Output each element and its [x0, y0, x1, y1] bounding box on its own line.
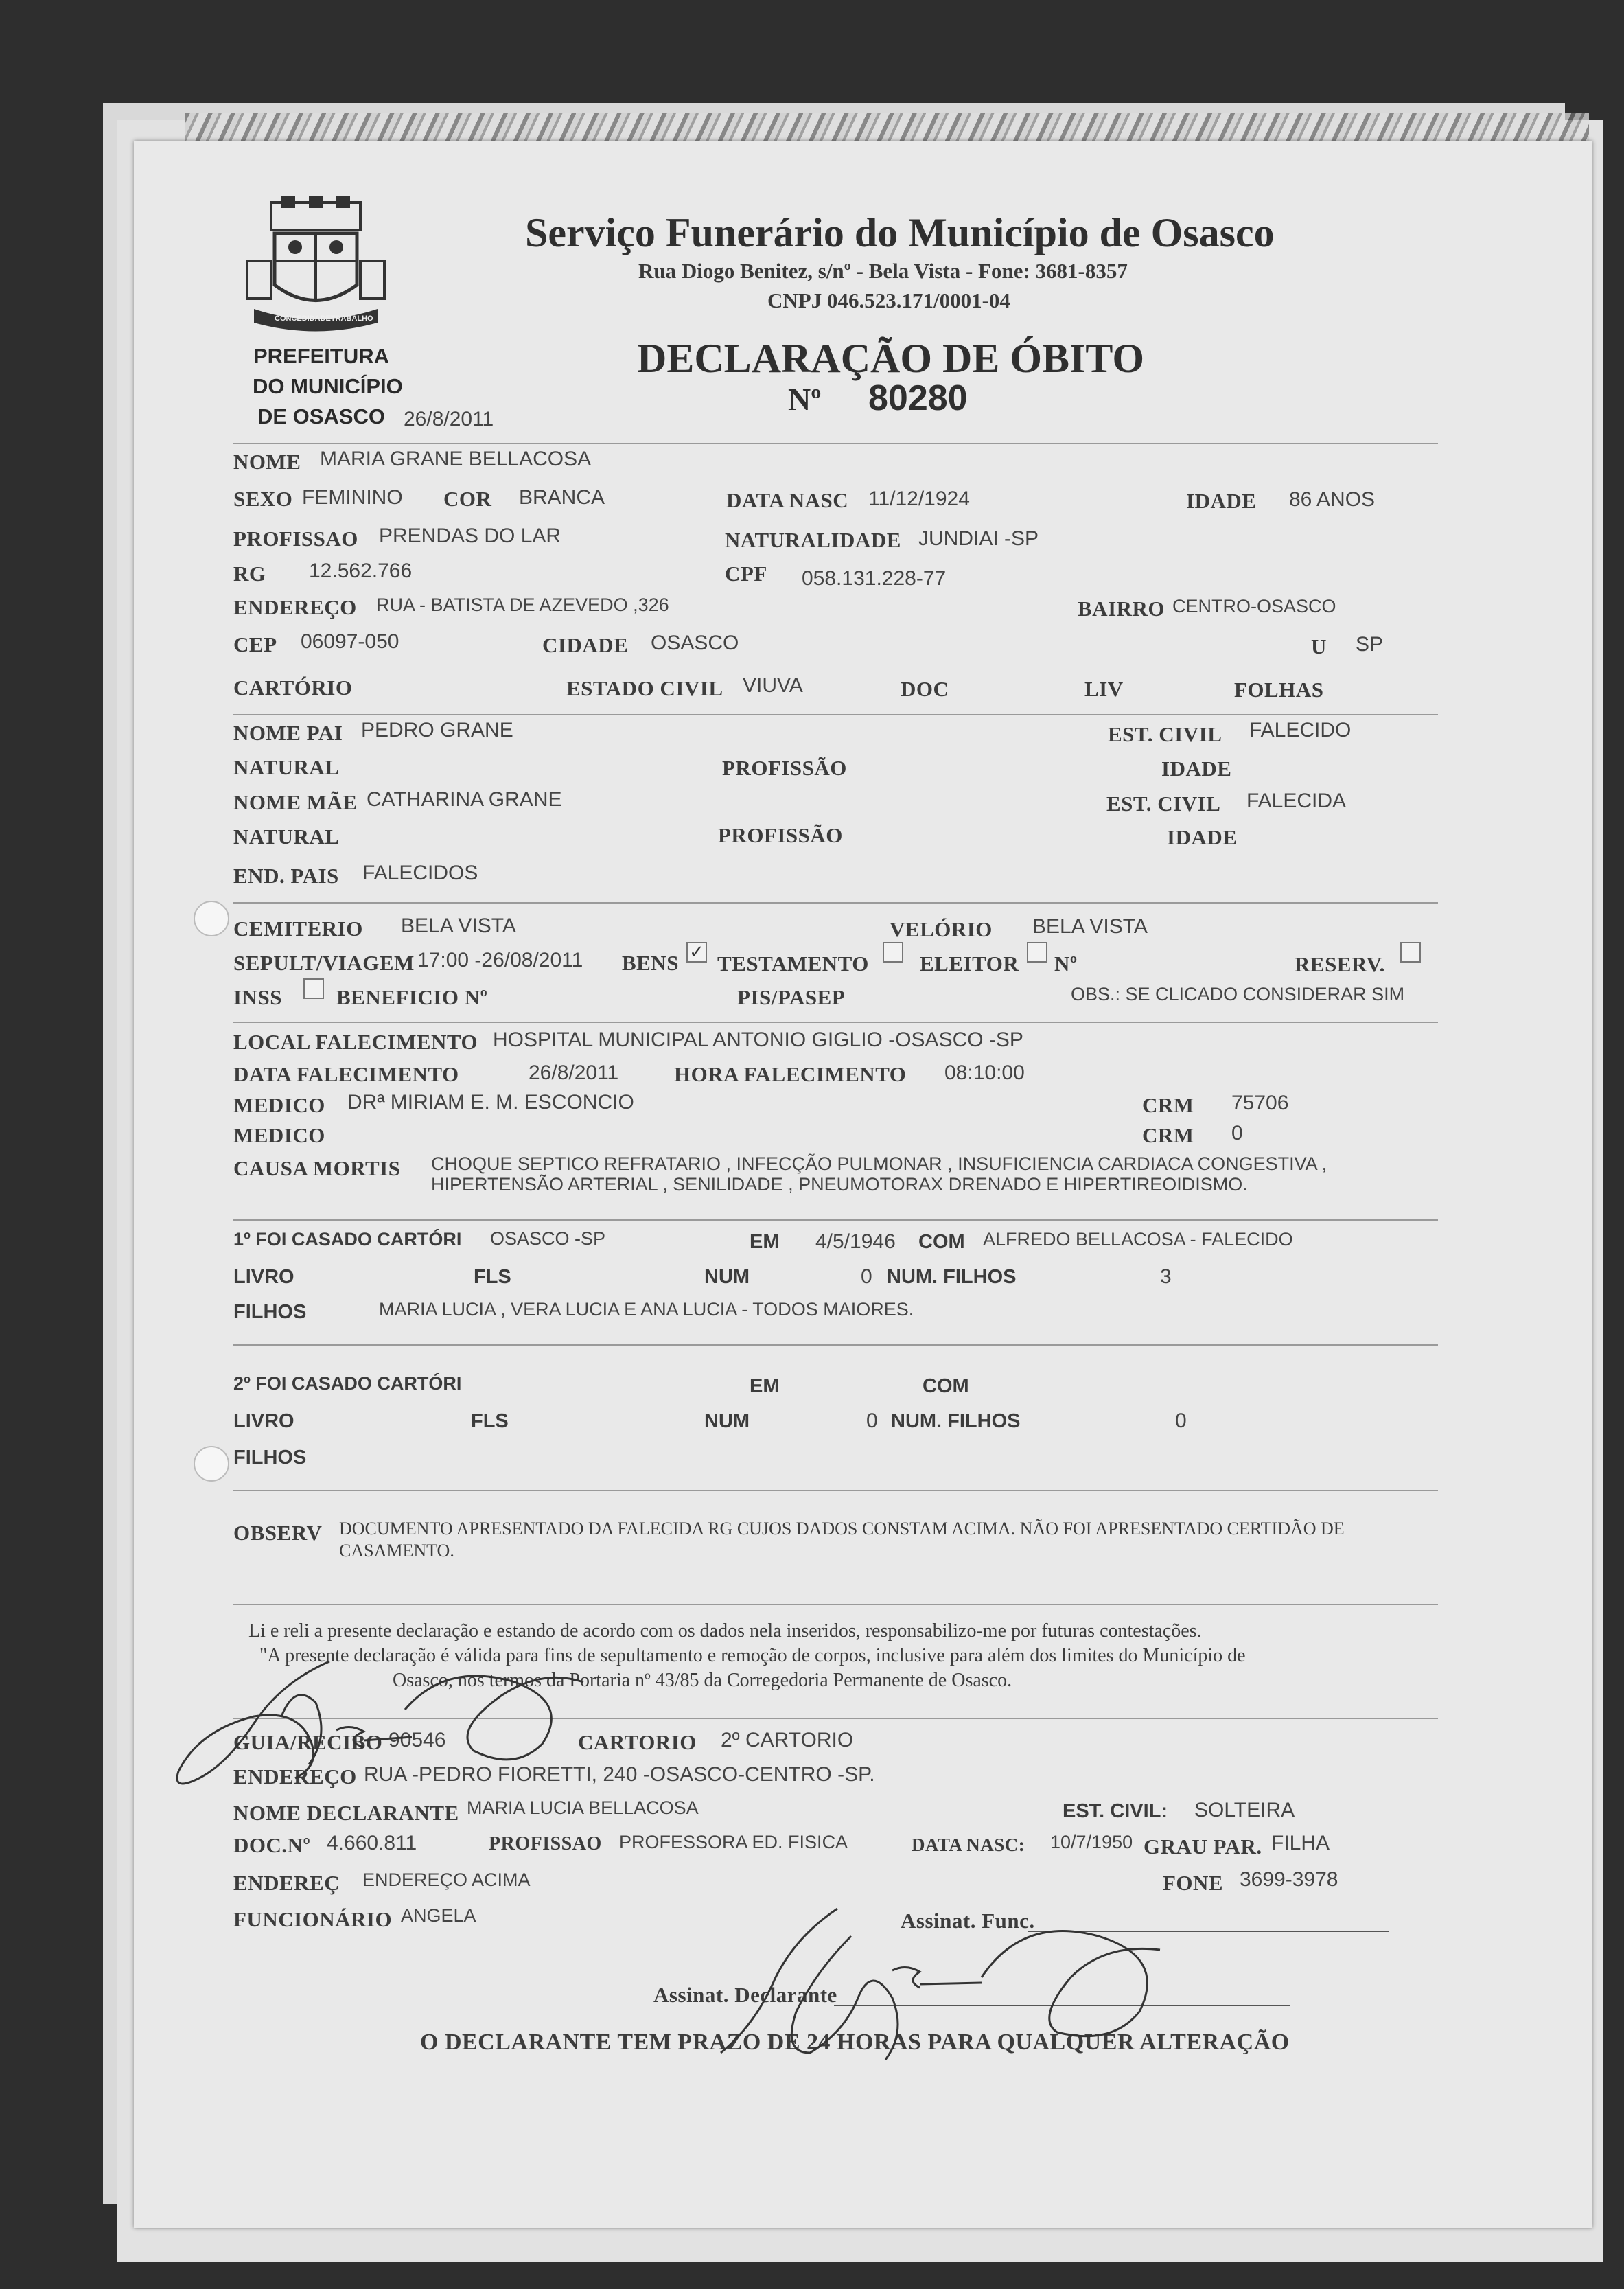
- rg-label: RG: [233, 562, 266, 586]
- seal-text: CONCEDIDADETRABALHO: [275, 314, 373, 323]
- marriage2-filhos-label: FILHOS: [233, 1447, 307, 1469]
- marriage1-em-label: EM: [750, 1231, 780, 1253]
- nome-pai-label: NOME PAI: [233, 721, 343, 745]
- marriage2-fls-label: FLS: [471, 1410, 509, 1432]
- uf-label: U: [1311, 634, 1327, 658]
- signature-top: [158, 1620, 680, 1799]
- bairro-label: BAIRRO: [1078, 597, 1165, 621]
- marriage1-com: ALFREDO BELLACOSA - FALECIDO: [983, 1229, 1293, 1250]
- local-falecimento-label: LOCAL FALECIMENTO: [233, 1030, 478, 1054]
- est-civil-pai-value: FALECIDO: [1249, 719, 1352, 741]
- testamento-label: TESTAMENTO: [717, 952, 869, 976]
- divider: [233, 1344, 1438, 1346]
- idade-mae-label: IDADE: [1167, 825, 1238, 849]
- prefeitura-line3: DE OSASCO: [257, 404, 386, 428]
- marriage2-livro-label: LIVRO: [233, 1410, 294, 1432]
- footer-notice: O DECLARANTE TEM PRAZO DE 24 HORAS PARA QUALQUER ALTERAÇÃO: [420, 2029, 1290, 2055]
- estado-civil-label: ESTADO CIVIL: [566, 676, 723, 700]
- endereco-value: RUA - BATISTA DE AZEVEDO ,326: [376, 595, 669, 615]
- declarant-fone-label: FONE: [1163, 1871, 1224, 1895]
- marriage1-fls-label: FLS: [474, 1266, 511, 1288]
- folhas-label: FOLHAS: [1234, 678, 1324, 702]
- divider: [233, 443, 1438, 444]
- marriage1-em: 4/5/1946: [815, 1230, 896, 1253]
- document-number: 80280: [868, 378, 968, 418]
- prefeitura-label: [253, 341, 403, 432]
- funcionario-value: ANGELA: [401, 1905, 476, 1926]
- observ-label: OBSERV: [233, 1521, 323, 1545]
- estado-civil-value: VIUVA: [743, 674, 803, 697]
- uf-value: SP: [1356, 633, 1384, 656]
- sepult-value: 17:00 -26/08/2011: [417, 949, 583, 971]
- hora-falecimento-value: 08:10:00: [944, 1061, 1025, 1084]
- cartorio-label: CARTÓRIO: [233, 676, 353, 700]
- declarant-endereco-label: ENDEREÇO: [233, 1764, 357, 1788]
- data-nasc-label: DATA NASC: [726, 488, 849, 512]
- idade-pai-label: IDADE: [1161, 757, 1232, 781]
- cemiterio-value: BELA VISTA: [401, 915, 516, 937]
- declarant-profissao-value: PROFESSORA ED. FISICA: [619, 1832, 848, 1852]
- declarant-est-civil-value: SOLTEIRA: [1194, 1799, 1295, 1821]
- declaration-line1: Li e reli a presente declaração e estando de acordo com os dados nela inseridos, responsabilizo-me por futuras contestações.: [248, 1620, 1202, 1642]
- issue-date: 26/8/2011: [404, 408, 494, 430]
- marriage2-num: 0: [866, 1410, 878, 1432]
- crm2-value: 0: [1231, 1122, 1243, 1144]
- endereco-label: ENDEREÇO: [233, 595, 357, 619]
- document-title: DECLARAÇÃO DE ÓBITO: [637, 336, 1145, 381]
- funcionario-label: FUNCIONÁRIO: [233, 1907, 393, 1931]
- marriage2-num-filhos: 0: [1175, 1410, 1187, 1432]
- cor-value: BRANCA: [519, 486, 605, 509]
- declarant-endereco2-label: ENDEREÇ: [233, 1871, 340, 1895]
- nome-label: NOME: [233, 450, 301, 474]
- declarant-cartorio-label: CARTORIO: [578, 1730, 697, 1754]
- declaration-line3: Osasco, nos termos da Portaria nº 43/85 da Corregedoria Permanente de Osasco.: [393, 1670, 1012, 1691]
- reserv-checkbox[interactable]: [1400, 942, 1421, 963]
- hora-falecimento-label: HORA FALECIMENTO: [674, 1062, 907, 1086]
- end-pais-label: END. PAIS: [233, 864, 339, 888]
- causa-line1: CHOQUE SEPTICO REFRATARIO , INFECÇÃO PULMONAR , INSUFICIENCIA CARDIACA CONGESTIVA ,: [431, 1153, 1327, 1174]
- velorio-label: VELÓRIO: [890, 917, 993, 941]
- doc-label: DOC: [901, 677, 949, 701]
- data-falecimento-label: DATA FALECIMENTO: [233, 1062, 459, 1086]
- sepult-label: SEPULT/VIAGEM: [233, 951, 415, 975]
- punch-hole: [194, 1446, 229, 1482]
- assinat-declarante-label: Assinat. Declarante: [653, 1983, 837, 2007]
- cidade-label: CIDADE: [542, 633, 629, 657]
- institution-address: Rua Diogo Benitez, s/nº - Bela Vista - Fone: 3681-8357: [638, 259, 1128, 283]
- marriage2-label: 2º FOI CASADO CARTÓRI: [233, 1373, 462, 1394]
- medico1-label: MEDICO: [233, 1093, 325, 1117]
- declaration-line2: "A presente declaração é válida para fins de sepultamento e remoção de corpos, inclusive para além dos limites do Município de: [259, 1645, 1246, 1666]
- divider: [233, 902, 1438, 904]
- declarant-endereco2-value: ENDEREÇO ACIMA: [362, 1870, 531, 1890]
- marriage2-em-label: EM: [750, 1375, 780, 1397]
- declarant-est-civil-label: EST. CIVIL:: [1063, 1800, 1168, 1822]
- institution-title: Serviço Funerário do Município de Osasco: [525, 210, 1275, 255]
- marriage1-cartorio: OSASCO -SP: [490, 1228, 606, 1249]
- crm2-label: CRM: [1142, 1123, 1194, 1147]
- profissao-mae-label: PROFISSÃO: [718, 823, 843, 847]
- nome-pai-value: PEDRO GRANE: [361, 719, 513, 741]
- cep-value: 06097-050: [301, 630, 399, 653]
- cidade-value: OSASCO: [651, 632, 739, 654]
- cpf-value: 058.131.228-77: [802, 567, 947, 590]
- declarant-nome-value: MARIA LUCIA BELLACOSA: [467, 1797, 699, 1818]
- declarant-profissao-label: PROFISSAO: [489, 1833, 602, 1854]
- natural-mae-label: NATURAL: [233, 825, 340, 849]
- marriage1-num-label: NUM: [704, 1266, 750, 1288]
- sexo-value: FEMININO: [302, 486, 403, 509]
- idade-label: IDADE: [1186, 489, 1257, 513]
- eleitor-label: ELEITOR: [920, 952, 1019, 976]
- crm1-value: 75706: [1231, 1092, 1289, 1114]
- natural-pai-label: NATURAL: [233, 755, 340, 779]
- marriage1-filhos-label: FILHOS: [233, 1301, 307, 1323]
- declarant-data-nasc-value: 10/7/1950: [1050, 1832, 1133, 1852]
- sexo-label: SEXO: [233, 487, 293, 511]
- medico2-label: MEDICO: [233, 1123, 325, 1147]
- declarant-nome-label: NOME DECLARANTE: [233, 1801, 459, 1825]
- reserv-label: RESERV.: [1295, 952, 1385, 976]
- nome-mae-label: NOME MÃE: [233, 790, 358, 814]
- naturalidade-value: JUNDIAI -SP: [918, 527, 1039, 550]
- prefeitura-line1: PREFEITURA: [253, 344, 390, 368]
- inss-label: INSS: [233, 985, 282, 1009]
- nome-value: MARIA GRANE BELLACOSA: [320, 448, 592, 470]
- divider: [233, 714, 1438, 715]
- data-falecimento-value: 26/8/2011: [529, 1061, 619, 1084]
- marriage1-com-label: COM: [918, 1231, 965, 1253]
- declarant-grau-value: FILHA: [1271, 1832, 1330, 1854]
- marriage2-num-label: NUM: [704, 1410, 750, 1432]
- est-civil-pai-label: EST. CIVIL: [1108, 722, 1222, 746]
- est-civil-mae-label: EST. CIVIL: [1106, 792, 1221, 816]
- declarant-grau-label: GRAU PAR.: [1144, 1834, 1262, 1859]
- bens-label: BENS: [622, 951, 679, 975]
- idade-value: 86 ANOS: [1289, 488, 1376, 511]
- data-nasc-value: 11/12/1924: [868, 487, 970, 510]
- inss-checkbox[interactable]: [303, 978, 324, 999]
- obs-note: OBS.: SE CLICADO CONSIDERAR SIM: [1071, 984, 1405, 1004]
- testamento-checkbox[interactable]: [883, 942, 903, 963]
- marriage1-num-filhos: 3: [1160, 1265, 1172, 1288]
- prefeitura-line2: DO MUNICÍPIO: [253, 374, 403, 398]
- est-civil-mae-value: FALECIDA: [1246, 790, 1347, 812]
- punch-hole: [194, 901, 229, 936]
- bens-checkbox[interactable]: ✓: [686, 942, 707, 963]
- cemiterio-label: CEMITERIO: [233, 917, 363, 941]
- rg-value: 12.562.766: [309, 560, 413, 582]
- number-label: Nº: [788, 382, 822, 417]
- marriage1-label: 1º FOI CASADO CARTÓRI: [233, 1229, 462, 1250]
- institution-cnpj: CNPJ 046.523.171/0001-04: [767, 288, 1010, 312]
- declarant-doc-value: 4.660.811: [327, 1832, 417, 1854]
- marriage1-num: 0: [861, 1265, 872, 1288]
- divider: [233, 1022, 1438, 1023]
- declarant-data-nasc-label: DATA NASC:: [912, 1834, 1025, 1855]
- marriage2-num-filhos-label: NUM. FILHOS: [891, 1410, 1021, 1432]
- liv-label: LIV: [1084, 677, 1124, 701]
- declarant-doc-label: DOC.Nº: [233, 1833, 311, 1857]
- velorio-value: BELA VISTA: [1032, 915, 1148, 938]
- local-falecimento-value: HOSPITAL MUNICIPAL ANTONIO GIGLIO -OSASCO -SP: [493, 1028, 1023, 1051]
- naturalidade-label: NATURALIDADE: [725, 528, 901, 552]
- declarant-endereco-value: RUA -PEDRO FIORETTI, 240 -OSASCO-CENTRO -SP.: [364, 1763, 875, 1786]
- eleitor-number-label: Nº: [1054, 952, 1078, 976]
- coat-of-arms-icon: [240, 196, 391, 333]
- divider: [233, 1604, 1438, 1605]
- profissao-label: PROFISSAO: [233, 527, 358, 551]
- cep-label: CEP: [233, 632, 277, 656]
- observ-line1: DOCUMENTO APRESENTADO DA FALECIDA RG CUJOS DADOS CONSTAM ACIMA. NÃO FOI APRESENTADO CERTIDÃO DE: [339, 1519, 1345, 1539]
- cor-label: COR: [443, 487, 492, 511]
- nome-mae-value: CATHARINA GRANE: [367, 788, 562, 811]
- profissao-pai-label: PROFISSÃO: [722, 756, 847, 780]
- declarant-fone-value: 3699-3978: [1240, 1868, 1338, 1891]
- beneficio-label: BENEFICIO Nº: [336, 985, 488, 1009]
- marriage1-num-filhos-label: NUM. FILHOS: [887, 1266, 1017, 1288]
- eleitor-checkbox[interactable]: [1027, 942, 1047, 963]
- causa-line2: HIPERTENSÃO ARTERIAL , SENILIDADE , PNEUMOTORAX DRENADO E HIPERTIREOIDISMO.: [431, 1174, 1248, 1195]
- crm1-label: CRM: [1142, 1093, 1194, 1117]
- divider: [233, 1490, 1438, 1491]
- medico1-value: DRª MIRIAM E. M. ESCONCIO: [347, 1091, 634, 1114]
- marriage1-filhos: MARIA LUCIA , VERA LUCIA E ANA LUCIA - TODOS MAIORES.: [379, 1299, 914, 1320]
- marriage1-livro-label: LIVRO: [233, 1266, 294, 1288]
- bairro-value: CENTRO-OSASCO: [1172, 596, 1336, 617]
- signature-bottom: [714, 1895, 1263, 2073]
- guia-label: GUIA/RECIBO: [233, 1730, 383, 1754]
- declarant-cartorio-value: 2º CARTORIO: [721, 1729, 854, 1751]
- guia-value: 90546: [388, 1729, 446, 1751]
- cpf-label: CPF: [725, 562, 767, 586]
- end-pais-value: FALECIDOS: [362, 862, 478, 884]
- marriage2-com-label: COM: [923, 1375, 969, 1397]
- causa-mortis-label: CAUSA MORTIS: [233, 1156, 401, 1180]
- observ-line2: CASAMENTO.: [339, 1541, 454, 1561]
- divider: [233, 1219, 1438, 1221]
- profissao-value: PRENDAS DO LAR: [379, 525, 561, 547]
- assinat-func-label: Assinat. Func.: [901, 1909, 1035, 1933]
- pis-label: PIS/PASEP: [737, 985, 846, 1009]
